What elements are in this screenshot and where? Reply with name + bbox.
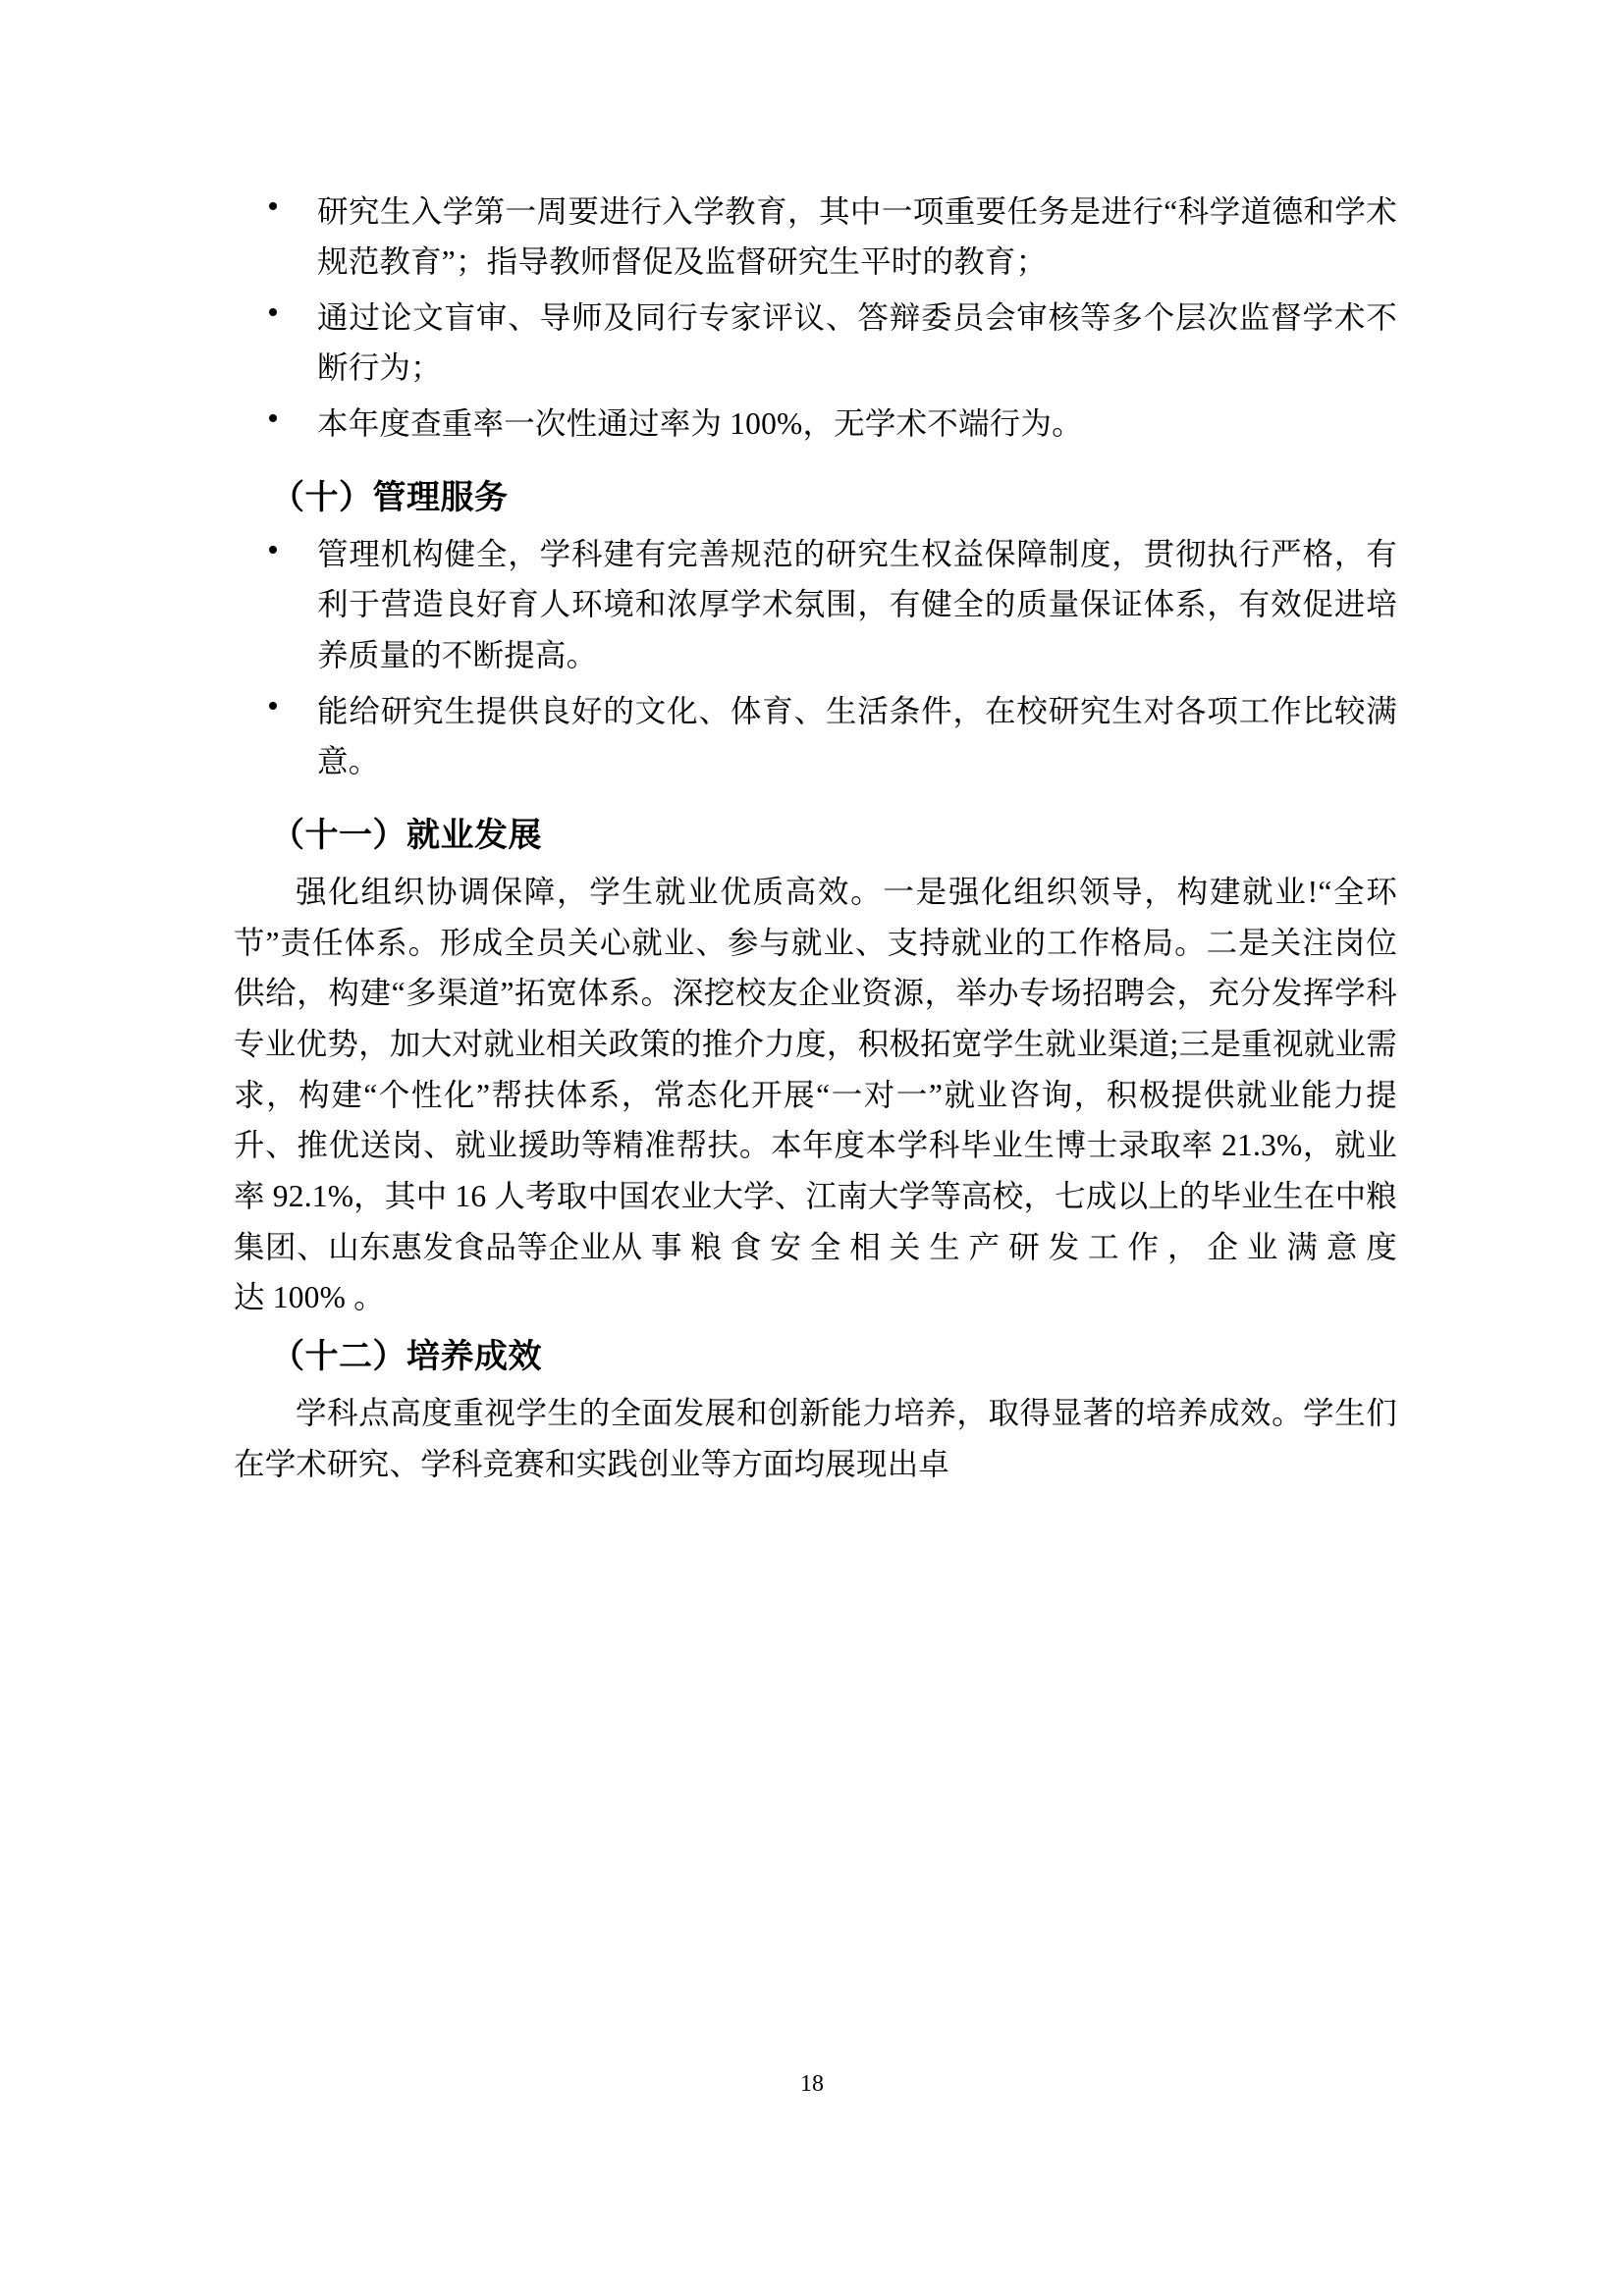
- heading-employment-development: （十一）就业发展: [271, 817, 542, 854]
- bullet-dot-icon: [269, 202, 277, 210]
- heading-management-service: （十）管理服务: [271, 480, 509, 517]
- bullet-item-text: 通过论文盲审、导师及同行专家评议、答辩委员会审核等多个层次监督学术不断行为；: [317, 300, 1397, 386]
- bullet-item-text: 管理机构健全，学科建有完善规范的研究生权益保障制度，贯彻执行严格，有利于营造良好育人环境和浓厚学术氛围，有健全的质量保证体系，有效促进培养质量的不断提高。: [317, 537, 1397, 672]
- page-number: 18: [800, 2071, 824, 2097]
- bullet-dot-icon: [269, 414, 277, 422]
- bullet-dot-icon: [269, 308, 277, 316]
- bullet-group-management-service: [234, 529, 1397, 785]
- bullet-item-text: 本年度查重率一次性通过率为 100%，无学术不端行为。: [317, 406, 1083, 442]
- bullet-list-item: [234, 187, 1397, 287]
- bullet-dot-icon: [269, 702, 277, 710]
- bullet-list-item: [234, 399, 1397, 449]
- paragraph-cultivation-effectiveness: 学科点高度重视学生的全面发展和创新能力培养，取得显著的培养成效。学生们在学术研究、学科竞赛和实践创业等方面均展现出卓: [234, 1396, 1397, 1481]
- bullet-list-item: [234, 686, 1397, 786]
- heading-cultivation-effectiveness: （十二）培养成效: [271, 1338, 542, 1375]
- spacer: [234, 792, 1397, 802]
- bullet-item-text: 能给研究生提供良好的文化、体育、生活条件，在校研究生对各项工作比较满意。: [317, 693, 1397, 778]
- bullet-list-item: [234, 293, 1397, 393]
- page-content: [234, 187, 1397, 1492]
- bullet-dot-icon: [269, 546, 277, 554]
- bullet-list-item: [234, 529, 1397, 679]
- paragraph-employment-development: 强化组织协调保障，学生就业优质高效。一是强化组织领导，构建就业!“全环节”责任体系。形成全员关心就业、参与就业、支持就业的工作格局。二是关注岗位供给，构建“多渠道”拓宽体系。深挖校友企业资源，举办专场招聘会，充分发挥学科专业优势，加大对就业相关政策的推介力度，积极拓宽学生就业渠道;三是重视就业需求，构建“个性化”帮扶体系，常态化开展“一对一”就业咨询，积极提供就业能力提升、推优送岗、就业援助等精准帮扶。本年度本学科毕业生博士录取率 21.3%，就业率 92.1%，其中 16 人考取中国农业大学、江南大学等高校，七成以上的毕业生在中粮集团、山东惠发食品等企业从 事 粮 食 安 全 相 关 生 产 研 发 工 作 ， 企 业 满 意 度 达 100% 。: [234, 874, 1397, 1315]
- spacer: [234, 454, 1397, 464]
- bullet-item-text: 研究生入学第一周要进行入学教育，其中一项重要任务是进行“科学道德和学术规范教育”；指导教师督促及监督研究生平时的教育；: [317, 194, 1397, 280]
- bullet-group-academic-integrity: [234, 187, 1397, 449]
